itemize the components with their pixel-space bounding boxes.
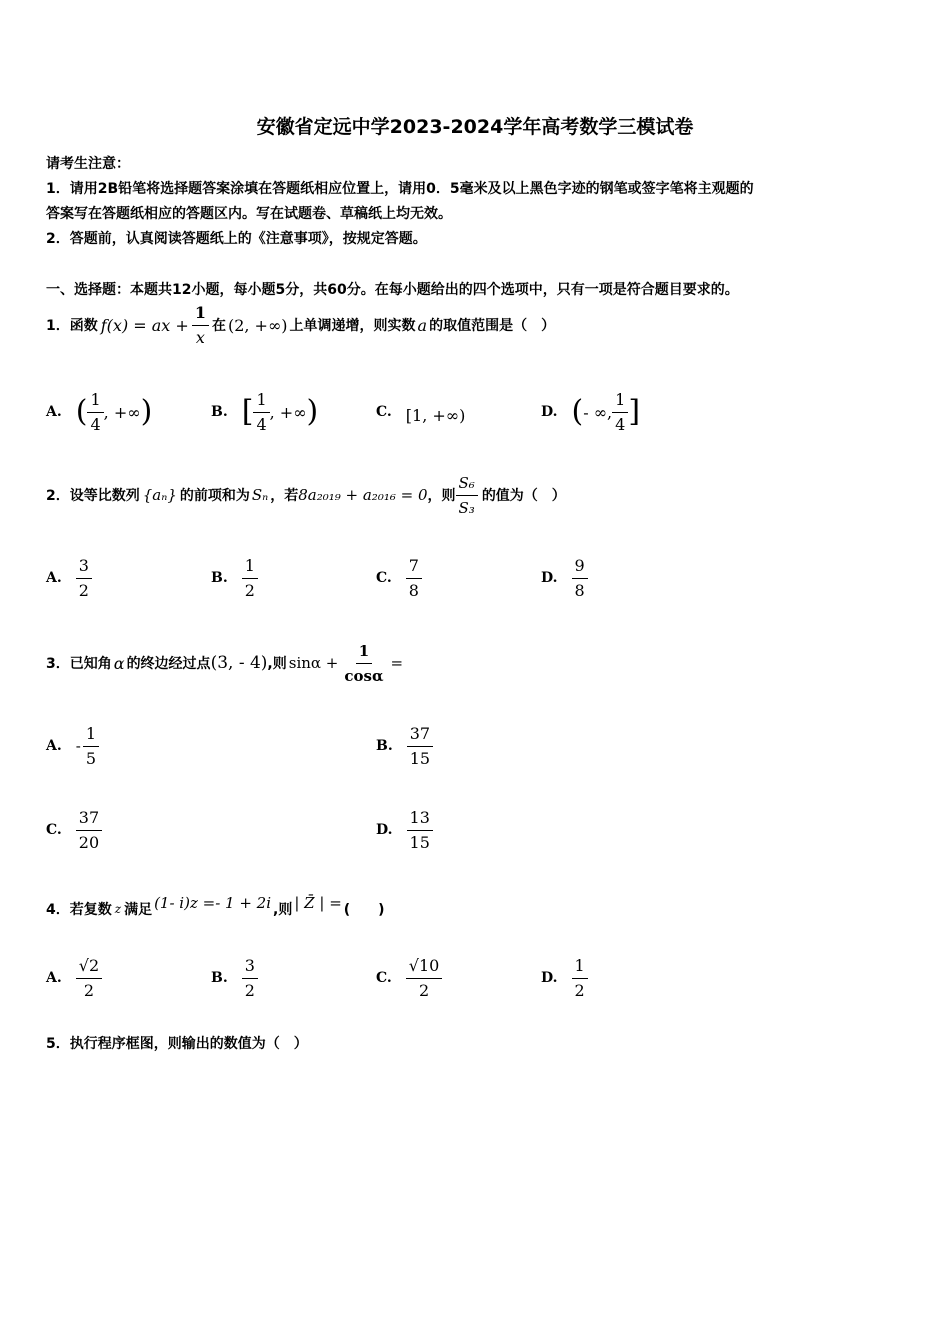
bracket-right: ) bbox=[140, 394, 153, 429]
q4-z: z bbox=[114, 902, 122, 916]
q4-option-a bbox=[46, 951, 102, 1005]
option-fraction bbox=[76, 556, 92, 601]
q2-text-5: 的值为（ ） bbox=[481, 488, 566, 504]
q3-number: 3．已知角 bbox=[46, 656, 112, 672]
option-fraction bbox=[407, 724, 433, 769]
q2-text-3: ，若 bbox=[270, 488, 299, 504]
q4-text-4: ( ) bbox=[343, 902, 385, 918]
q1-frac-num: 1 bbox=[192, 303, 209, 326]
option-fraction bbox=[242, 556, 258, 601]
q4-text-3: ,则 bbox=[273, 902, 293, 918]
question-4 bbox=[46, 891, 385, 927]
q2-option-d bbox=[541, 553, 588, 603]
frac-num: 37 bbox=[76, 808, 102, 831]
question-2 bbox=[46, 470, 566, 520]
q3-equals: = bbox=[390, 654, 404, 672]
frac-den: 2 bbox=[83, 980, 95, 1000]
frac-num: 9 bbox=[572, 556, 588, 579]
q1-text-2: 在 bbox=[211, 318, 226, 334]
q3-option-d bbox=[376, 805, 433, 855]
q3-sin: sinα + bbox=[288, 654, 339, 672]
q1-frac-den: x bbox=[195, 327, 205, 347]
page-title: 安徽省定远中学2023-2024学年高考数学三模试卷 bbox=[256, 116, 694, 138]
q1-interval: (2, +∞) bbox=[227, 315, 288, 335]
question-3 bbox=[46, 638, 403, 688]
option-label: B. bbox=[376, 738, 393, 754]
q3-fraction bbox=[341, 641, 386, 686]
option-fraction bbox=[407, 808, 433, 853]
q2-text-4: ，则 bbox=[427, 488, 456, 504]
q4-option-d bbox=[541, 951, 588, 1005]
option-fraction bbox=[406, 556, 422, 601]
q3-point: (3, - 4) bbox=[210, 653, 268, 673]
option-fraction bbox=[253, 390, 269, 435]
q4-option-b bbox=[211, 951, 258, 1005]
frac-den: cosα bbox=[344, 666, 384, 685]
option-label: B. bbox=[211, 970, 228, 986]
bracket-right: ) bbox=[306, 394, 319, 429]
q1-option-a bbox=[46, 387, 152, 437]
frac-den: 2 bbox=[244, 580, 255, 600]
frac-den: 2 bbox=[574, 980, 585, 1000]
option-label: D. bbox=[541, 404, 558, 420]
option-fraction bbox=[612, 390, 628, 435]
q3-text-2: 的终边经过点 bbox=[126, 656, 211, 672]
option-fraction bbox=[83, 724, 99, 769]
frac-num: 13 bbox=[407, 808, 433, 831]
frac-num: 1 bbox=[242, 556, 258, 579]
option-label: A. bbox=[46, 404, 62, 420]
notice-line-1a: 1．请用2B铅笔将选择题答案涂填在答题纸相应位置上，请用0．5毫米及以上黑色字迹的钢笔或签字笔将主观题的 bbox=[46, 181, 754, 197]
frac-num: 3 bbox=[242, 956, 258, 979]
frac-num: 1 bbox=[83, 724, 99, 747]
option-label: D. bbox=[376, 822, 393, 838]
frac-den: 2 bbox=[78, 580, 89, 600]
option-label: C. bbox=[376, 570, 392, 586]
bracket-right: ] bbox=[628, 394, 641, 429]
q4-equation: (1- i)z =- 1 + 2i bbox=[154, 894, 272, 912]
q3-alpha: α bbox=[113, 653, 125, 673]
frac-num: 1 bbox=[356, 641, 372, 664]
option-label: A. bbox=[46, 738, 62, 754]
option-label: D. bbox=[541, 570, 558, 586]
q2-equation: 8a₂₀₁₉ + a₂₀₁₆ = 0 bbox=[298, 486, 428, 504]
q2-option-b bbox=[211, 553, 258, 603]
bracket-left: ( bbox=[571, 394, 584, 429]
option-label: A. bbox=[46, 970, 62, 986]
option-fraction bbox=[572, 956, 588, 1001]
option-label: C. bbox=[376, 404, 392, 420]
q4-option-c bbox=[376, 951, 442, 1005]
option-label: D. bbox=[541, 970, 558, 986]
frac-num: 7 bbox=[406, 556, 422, 579]
frac-den: 15 bbox=[409, 832, 430, 852]
option-fraction bbox=[76, 956, 102, 1001]
frac-den: 4 bbox=[256, 414, 267, 434]
q3-text-3: ,则 bbox=[267, 656, 287, 672]
q4-number: 4．若复数 bbox=[46, 902, 112, 918]
q1-text-3: 上单调递增，则实数 bbox=[289, 318, 416, 334]
q1-text-4: 的取值范围是（ ） bbox=[429, 318, 556, 334]
q1-fraction bbox=[192, 303, 209, 348]
option-fraction bbox=[76, 808, 102, 853]
q3-option-a bbox=[46, 721, 99, 771]
frac-den: 8 bbox=[408, 580, 419, 600]
option-label: A. bbox=[46, 570, 62, 586]
q1-option-c bbox=[376, 387, 465, 437]
q2-sum: Sₙ bbox=[251, 486, 269, 504]
notice-line-2: 2．答题前，认真阅读答题纸上的《注意事项》，按规定答题。 bbox=[46, 231, 427, 247]
frac-num: 3 bbox=[76, 556, 92, 579]
bracket-left: ( bbox=[75, 394, 88, 429]
frac-num: 1 bbox=[572, 956, 588, 979]
frac-den: S₃ bbox=[458, 498, 475, 517]
option-label: B. bbox=[211, 404, 228, 420]
q2-text-2: 的前项和为 bbox=[179, 488, 250, 504]
notice-line-1b: 答案写在答题纸相应的答题区内。写在试题卷、草稿纸上均无效。 bbox=[46, 206, 452, 222]
option-sign: - bbox=[75, 737, 81, 755]
notice-heading: 请考生注意： bbox=[46, 156, 130, 172]
q1-option-d bbox=[541, 387, 640, 437]
option-label: B. bbox=[211, 570, 228, 586]
q4-modulus: | Z̄ | = bbox=[294, 894, 342, 912]
option-tail: , +∞ bbox=[103, 402, 141, 422]
frac-den: 4 bbox=[615, 414, 626, 434]
q3-option-c bbox=[46, 805, 102, 855]
option-head: - ∞, bbox=[583, 402, 613, 422]
question-5: 5．执行程序框图，则输出的数值为（ ） bbox=[46, 1036, 308, 1052]
section-heading: 一、选择题：本题共12小题，每小题5分，共60分。在每小题给出的四个选项中，只有一项是符合题目要求的。 bbox=[46, 282, 739, 298]
question-1 bbox=[46, 302, 555, 348]
q3-option-b bbox=[376, 721, 433, 771]
option-text: [1, +∞) bbox=[405, 405, 466, 425]
option-label: C. bbox=[376, 970, 392, 986]
frac-den: 4 bbox=[90, 414, 101, 434]
frac-num: S₆ bbox=[456, 473, 478, 496]
q1-number: 1．函数 bbox=[46, 318, 98, 334]
option-tail: , +∞ bbox=[269, 402, 307, 422]
q4-text-2: 满足 bbox=[124, 902, 153, 918]
option-fraction bbox=[242, 956, 258, 1001]
frac-den: 2 bbox=[244, 980, 255, 1000]
option-fraction bbox=[406, 956, 443, 1001]
frac-den: 5 bbox=[85, 748, 97, 768]
q2-sequence: {aₙ} bbox=[142, 486, 177, 504]
frac-num: 37 bbox=[407, 724, 433, 747]
frac-num: √2 bbox=[76, 956, 102, 979]
q1-function: f(x) = ax + bbox=[100, 315, 189, 335]
q2-fraction bbox=[456, 473, 478, 518]
frac-den: 15 bbox=[409, 748, 431, 768]
frac-num: 1 bbox=[253, 390, 269, 413]
q2-number: 2．设等比数列 bbox=[46, 488, 140, 504]
frac-num: √10 bbox=[406, 956, 443, 979]
frac-num: 1 bbox=[612, 390, 628, 413]
bracket-left: [ bbox=[241, 394, 254, 429]
frac-den: 20 bbox=[78, 832, 100, 852]
q2-option-c bbox=[376, 553, 422, 603]
frac-den: 8 bbox=[574, 580, 585, 600]
frac-den: 2 bbox=[418, 980, 430, 1000]
q1-option-b bbox=[211, 387, 318, 437]
q2-option-a bbox=[46, 553, 92, 603]
frac-num: 1 bbox=[87, 390, 103, 413]
q1-variable: a bbox=[417, 315, 428, 335]
option-label: C. bbox=[46, 822, 62, 838]
option-fraction bbox=[87, 390, 103, 435]
option-fraction bbox=[572, 556, 588, 601]
